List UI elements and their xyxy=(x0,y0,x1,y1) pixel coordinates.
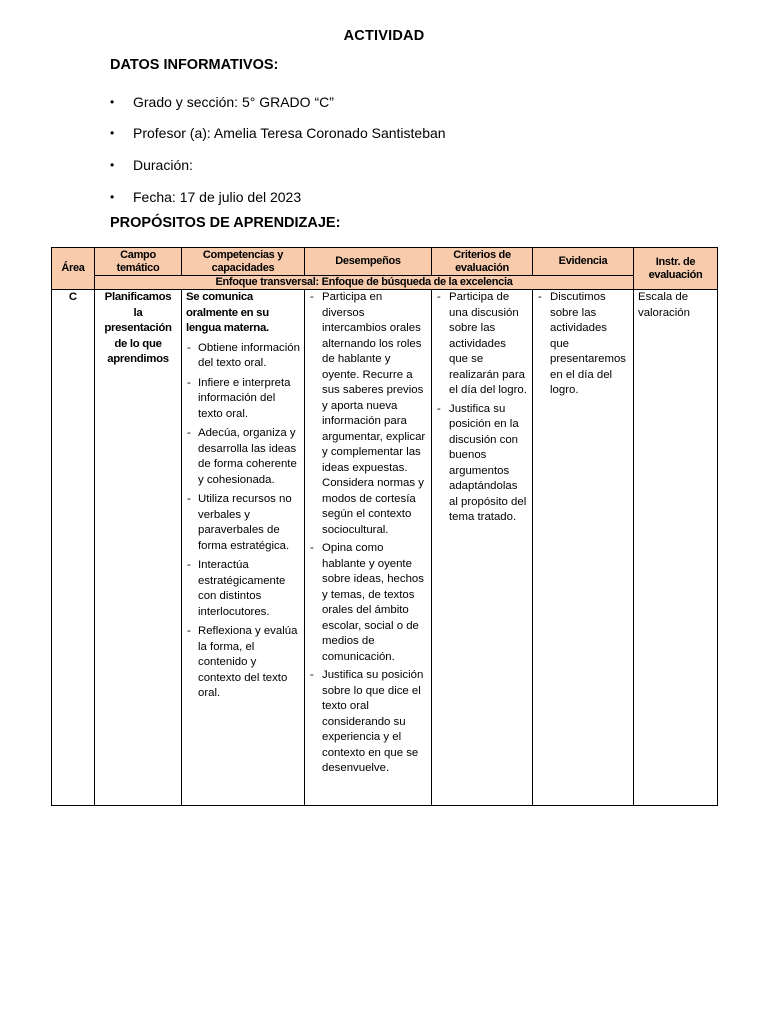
info-item-text: Duración: xyxy=(133,156,193,173)
list-item: - Participa de una discusión sobre las actividades que se realizarán para el día del logro. xyxy=(436,290,528,399)
bullet-icon: • xyxy=(110,126,115,141)
bullet-icon: • xyxy=(110,189,115,204)
document-title: ACTIVIDAD xyxy=(343,28,425,44)
list-item: - Justifica su posición en la discusión con buenos argumentos adaptándolas al propósito del tema tratado. xyxy=(436,402,528,526)
list-item: - Justifica su posición sobre lo que dice el texto oral considerando su experiencia y el contexto en que se desenvuelve. xyxy=(309,668,427,777)
datos-informativos-heading: DATOS INFORMATIVOS: xyxy=(110,57,279,73)
header-desempenos: Desempeños xyxy=(305,248,432,276)
list-item: - Obtiene información del texto oral. xyxy=(186,341,300,372)
info-item-duracion xyxy=(110,149,446,181)
info-item-text: Profesor (a): Amelia Teresa Coronado Santisteban xyxy=(133,125,446,142)
header-area: Área xyxy=(52,248,95,290)
cell-criterios xyxy=(432,290,533,806)
evidencia-list xyxy=(537,290,629,399)
propositos-table xyxy=(51,247,718,806)
desempenos-list xyxy=(309,290,427,777)
info-item-fecha xyxy=(110,181,446,213)
header-row xyxy=(52,248,718,276)
list-item: - Utiliza recursos no verbales y paraverbales de forma estratégica. xyxy=(186,492,300,554)
info-item-grado xyxy=(110,86,446,118)
header-competencias: Competencias y capacidades xyxy=(182,248,305,276)
datos-informativos-list xyxy=(110,86,446,212)
list-item: - Participa en diversos intercambios orales alternando los roles de hablante y oyente. Recurre a sus saberes previos y aporta nueva información para argumentar, explicar y complementar las ideas expuestas. Considera normas y modos de cortesía según el contexto sociocultural. xyxy=(309,290,427,538)
enfoque-transversal: Enfoque transversal: Enfoque de búsqueda de la excelencia xyxy=(95,276,634,290)
list-item: - Discutimos sobre las actividades que presentaremos en el día del logro. xyxy=(537,290,629,399)
capacidades-list xyxy=(186,341,300,702)
cell-desempenos xyxy=(305,290,432,806)
table-row xyxy=(52,290,718,806)
cell-competencias xyxy=(182,290,305,806)
cell-evidencia xyxy=(533,290,634,806)
header-evidencia: Evidencia xyxy=(533,248,634,276)
cell-campo: Planificamos la presentación de lo que aprendimos xyxy=(95,290,182,806)
header-criterios: Criterios de evaluación xyxy=(432,248,533,276)
list-item: - Opina como hablante y oyente sobre ideas, hechos y temas, de textos orales del ámbito escolar, social o de medios de comunicación. xyxy=(309,541,427,665)
cell-instr: Escala de valoración xyxy=(634,290,718,806)
list-item: - Reflexiona y evalúa la forma, el contenido y contexto del texto oral. xyxy=(186,624,300,702)
cell-area: C xyxy=(52,290,95,806)
info-item-text: Fecha: 17 de julio del 2023 xyxy=(133,188,302,205)
propositos-heading: PROPÓSITOS DE APRENDIZAJE: xyxy=(110,215,341,231)
header-campo: Campo temático xyxy=(95,248,182,276)
list-item: - Adecúa, organiza y desarrolla las ideas de forma coherente y cohesionada. xyxy=(186,426,300,488)
list-item: - Infiere e interpreta información del texto oral. xyxy=(186,376,300,423)
header-instr: Instr. de evaluación xyxy=(634,248,718,290)
enfoque-row xyxy=(52,276,718,290)
criterios-list xyxy=(436,290,528,526)
competencia-title: Se comunica oralmente en su lengua materna. xyxy=(186,291,269,334)
info-item-profesor xyxy=(110,118,446,150)
info-item-text: Grado y sección: 5° GRADO “C” xyxy=(133,93,334,110)
bullet-icon: • xyxy=(110,157,115,172)
bullet-icon: • xyxy=(110,94,115,109)
list-item: - Interactúa estratégicamente con distintos interlocutores. xyxy=(186,558,300,620)
